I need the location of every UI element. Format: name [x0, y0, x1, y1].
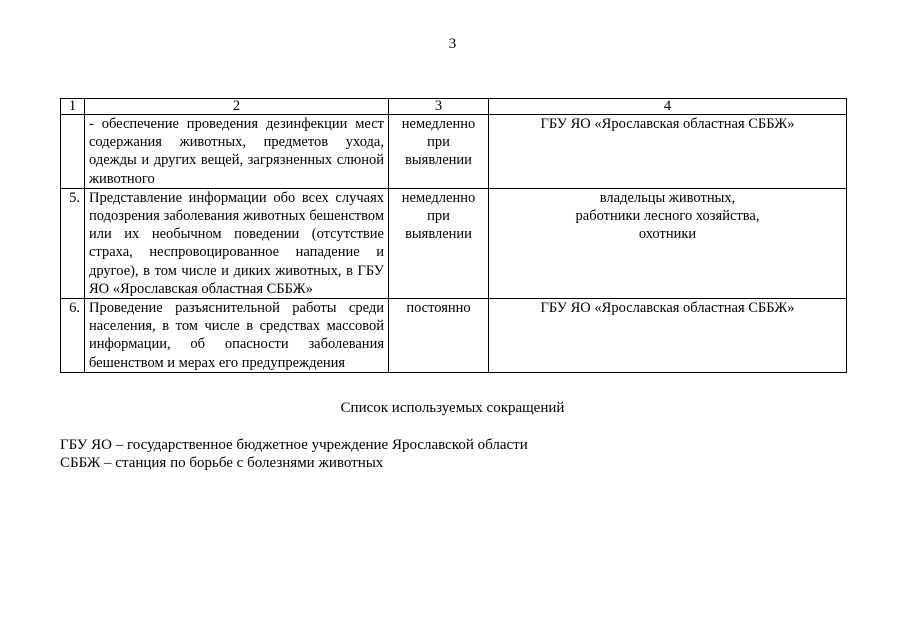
abbreviations-list: [60, 436, 528, 472]
table-row: [61, 115, 847, 189]
abbreviation-item: СББЖ – станция по борьбе с болезнями животных: [60, 455, 384, 471]
row-description: Проведение разъяснительной работы среди населения, в том числе в средствах массовой информации, об опасности заболевания бешенством и мерах его предупреждения: [85, 299, 389, 373]
table-row: [61, 188, 847, 298]
abbreviation-item: ГБУ ЯО – государственное бюджетное учреждение Ярославской области: [60, 437, 528, 453]
row-description: Представление информации обо всех случаях подозрения заболевания животных бешенством или их необычном поведении (отсутствие страха, неспровоцированное нападение и другое), в том числе и диких животных, в ГБУ ЯО «Ярославская областная СББЖ»: [85, 188, 389, 298]
row-number: 6.: [61, 299, 85, 373]
table-header-row: [61, 99, 847, 115]
row-term: немедленно при выявлении: [389, 115, 489, 189]
column-header-number: 1: [61, 99, 85, 115]
measures-table: [60, 98, 847, 373]
page-number: 3: [448, 36, 457, 52]
column-header-responsible: 4: [489, 99, 847, 115]
table-row: [61, 299, 847, 373]
row-description: - обеспечение проведения дезинфекции мест содержания животных, предметов ухода, одежды и других вещей, загрязненных слюной животного: [85, 115, 389, 189]
row-number: 5.: [61, 188, 85, 298]
row-term: немедленно при выявлении: [389, 188, 489, 298]
column-header-description: 2: [85, 99, 389, 115]
row-number: [61, 115, 85, 189]
row-term: постоянно: [389, 299, 489, 373]
row-responsible: ГБУ ЯО «Ярославская областная СББЖ»: [489, 115, 847, 189]
abbreviations-heading: Список используемых сокращений: [340, 400, 565, 416]
column-header-term: 3: [389, 99, 489, 115]
row-responsible: владельцы животных, работники лесного хозяйства, охотники: [489, 188, 847, 298]
row-responsible: ГБУ ЯО «Ярославская областная СББЖ»: [489, 299, 847, 373]
